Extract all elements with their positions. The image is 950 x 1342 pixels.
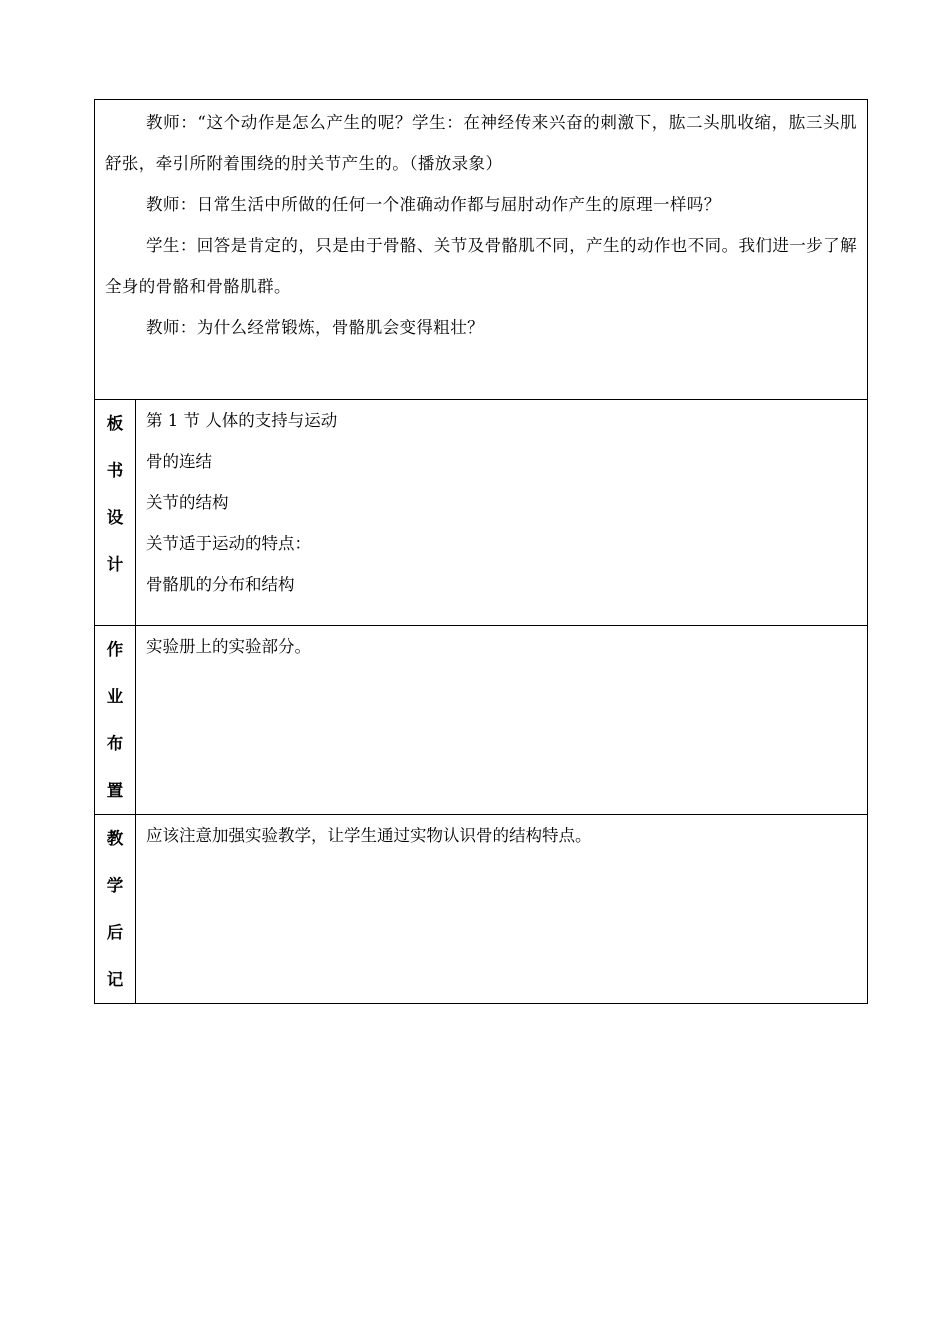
teaching-process-row: [95, 100, 868, 400]
board-line: 骨骼肌的分布和结构: [146, 575, 295, 594]
teaching-process-cell: [95, 100, 868, 400]
label-char: 书: [106, 461, 124, 480]
board-line: 第 1 节 人体的支持与运动: [146, 411, 338, 430]
homework-line: 实验册上的实验部分。: [146, 637, 311, 656]
homework-row: [95, 626, 868, 815]
label-char: 作: [106, 640, 124, 659]
label-char: 布: [106, 734, 124, 753]
process-paragraph: 学生：回答是肯定的，只是由于骨骼、关节及骨骼肌不同，产生的动作也不同。我们进一步了解全身的骨骼和骨骼肌群。: [105, 236, 857, 296]
board-line: 骨的连结: [146, 452, 212, 471]
homework-content: [136, 626, 868, 815]
lesson-plan-table: [94, 99, 868, 1004]
reflection-content: [136, 815, 868, 1004]
reflection-line: 应该注意加强实验教学，让学生通过实物认识骨的结构特点。: [146, 826, 592, 845]
process-paragraph: 教师：日常生活中所做的任何一个准确动作都与屈肘动作产生的原理一样吗？: [146, 195, 721, 214]
label-char: 业: [106, 687, 124, 706]
label-char: 教: [106, 829, 124, 848]
label-char: 后: [106, 923, 124, 942]
process-paragraph: 教师：“这个动作是怎么产生的呢？学生：在神经传来兴奋的刺激下，肱二头肌收缩，肱三头肌舒张，牵引所附着围绕的肘关节产生的。（播放录象）: [105, 113, 857, 173]
reflection-label: [95, 815, 136, 1004]
label-char: 记: [106, 970, 124, 989]
label-char: 置: [106, 781, 124, 800]
reflection-row: [95, 815, 868, 1004]
label-char: 计: [106, 555, 124, 574]
board-design-label: [95, 400, 136, 626]
process-paragraph: 教师：为什么经常锻炼，骨骼肌会变得粗壮？: [146, 318, 484, 337]
board-design-content: [136, 400, 868, 626]
board-design-row: [95, 400, 868, 626]
label-char: 板: [106, 414, 124, 433]
board-line: 关节的结构: [146, 493, 229, 512]
label-char: 学: [106, 876, 124, 895]
label-char: 设: [106, 508, 124, 527]
board-line: 关节适于运动的特点：: [146, 534, 311, 553]
homework-label: [95, 626, 136, 815]
